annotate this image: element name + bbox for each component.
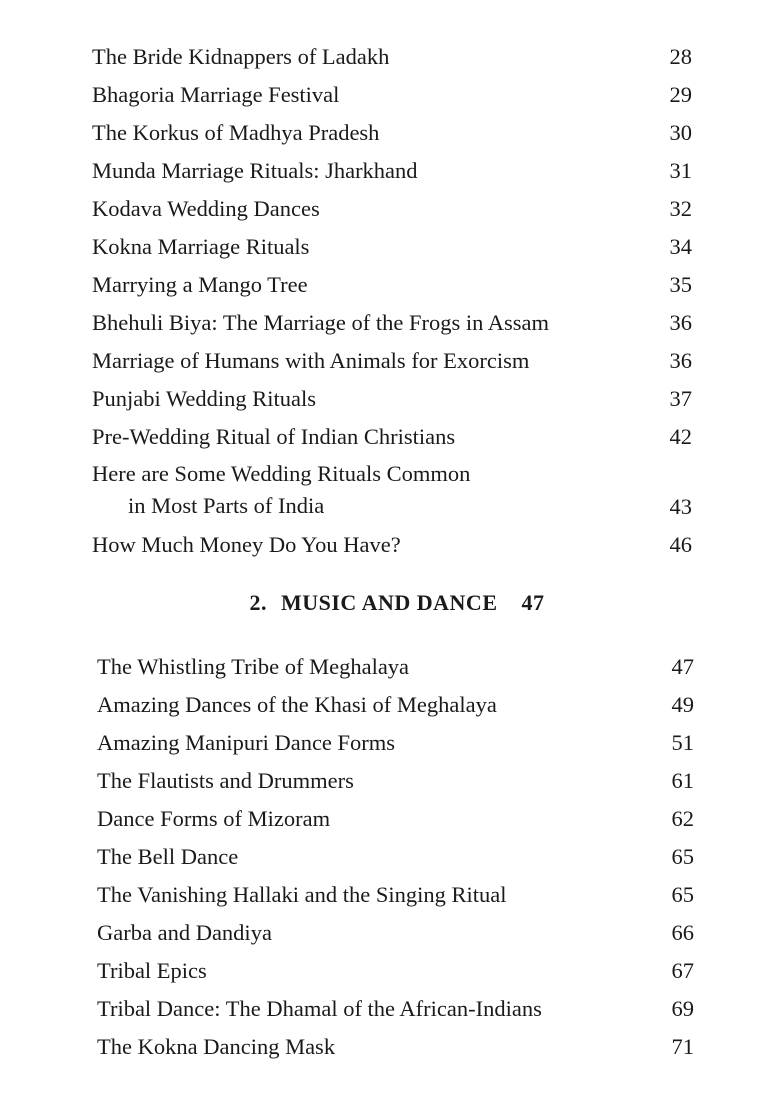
toc-entry-title: Munda Marriage Rituals: Jharkhand <box>92 158 418 183</box>
toc-entry-page: 47 <box>671 654 694 679</box>
section-title: MUSIC AND DANCE <box>280 590 498 615</box>
toc-entry-title: Marrying a Mango Tree <box>92 272 308 297</box>
toc-entry[interactable] <box>92 456 692 526</box>
toc-entry[interactable] <box>92 304 692 342</box>
toc-entry[interactable] <box>92 228 692 266</box>
toc-entry-title: Tribal Dance: The Dhamal of the African-Indians <box>97 996 542 1021</box>
toc-section-1 <box>92 38 692 564</box>
toc-entry-title: Amazing Manipuri Dance Forms <box>97 730 396 755</box>
toc-entry-page: 31 <box>669 158 692 183</box>
toc-entry-page: 34 <box>669 234 692 259</box>
toc-entry-title-line-1: Here are Some Wedding Rituals Common <box>92 461 471 486</box>
toc-entry-page: 29 <box>669 82 692 107</box>
toc-entry-title-line-2: in Most Parts of India <box>128 493 325 518</box>
toc-entry[interactable] <box>97 686 694 724</box>
toc-entry[interactable] <box>97 762 694 800</box>
toc-entry[interactable] <box>97 724 694 762</box>
toc-entry[interactable] <box>92 418 692 456</box>
section-heading <box>0 590 780 616</box>
toc-entry-page: 43 <box>669 494 692 519</box>
toc-entry-title: The Whistling Tribe of Meghalaya <box>97 654 410 679</box>
toc-entry-title: Kokna Marriage Rituals <box>92 234 310 259</box>
toc-entry-page: 32 <box>669 196 692 221</box>
toc-entry[interactable] <box>97 838 694 876</box>
toc-entry[interactable] <box>92 114 692 152</box>
section-number: 2. <box>249 590 267 615</box>
toc-entry[interactable] <box>92 526 692 564</box>
toc-entry-title: Bhehuli Biya: The Marriage of the Frogs in Assam <box>92 310 550 335</box>
toc-entry-title: Garba and Dandiya <box>97 920 272 945</box>
toc-entry[interactable] <box>97 990 694 1028</box>
toc-entry-page: 61 <box>671 768 694 793</box>
toc-entry-page: 65 <box>671 882 694 907</box>
toc-entry[interactable] <box>92 342 692 380</box>
toc-entry[interactable] <box>92 190 692 228</box>
toc-entry[interactable] <box>97 648 694 686</box>
toc-entry-title <box>92 458 470 522</box>
toc-entry-page: 69 <box>671 996 694 1021</box>
toc-entry-page: 66 <box>671 920 694 945</box>
toc-entry[interactable] <box>97 952 694 990</box>
toc-entry[interactable] <box>97 914 694 952</box>
toc-entry-title: The Vanishing Hallaki and the Singing Ritual <box>97 882 507 907</box>
toc-entry-page: 46 <box>669 532 692 557</box>
toc-entry-title: Punjabi Wedding Rituals <box>92 386 317 411</box>
toc-entry[interactable] <box>92 380 692 418</box>
toc-entry-page: 36 <box>669 310 692 335</box>
toc-entry-page: 67 <box>671 958 694 983</box>
toc-entry-title: Tribal Epics <box>97 958 207 983</box>
toc-entry-title: Kodava Wedding Dances <box>92 196 320 221</box>
toc-entry-page: 30 <box>669 120 692 145</box>
toc-entry-page: 65 <box>671 844 694 869</box>
section-page: 47 <box>521 590 545 615</box>
toc-entry-page: 36 <box>669 348 692 373</box>
toc-entry-title: The Flautists and Drummers <box>97 768 354 793</box>
toc-entry-title: Dance Forms of Mizoram <box>97 806 331 831</box>
toc-entry-page: 49 <box>671 692 694 717</box>
toc-entry-title: How Much Money Do You Have? <box>92 532 401 557</box>
toc-entry-title: Bhagoria Marriage Festival <box>92 82 340 107</box>
toc-entry[interactable] <box>97 1028 694 1066</box>
toc-entry-page: 37 <box>669 386 692 411</box>
toc-entry-title: Pre-Wedding Ritual of Indian Christians <box>92 424 456 449</box>
toc-entry[interactable] <box>97 800 694 838</box>
toc-entry-page: 51 <box>671 730 694 755</box>
toc-entry-page: 62 <box>671 806 694 831</box>
toc-entry-page: 71 <box>671 1034 694 1059</box>
toc-entry-title: The Kokna Dancing Mask <box>97 1034 336 1059</box>
toc-entry[interactable] <box>92 266 692 304</box>
toc-entry-title: The Bell Dance <box>97 844 239 869</box>
toc-entry[interactable] <box>92 152 692 190</box>
toc-entry-title: Amazing Dances of the Khasi of Meghalaya <box>97 692 497 717</box>
toc-entry-title: The Korkus of Madhya Pradesh <box>92 120 380 145</box>
toc-entry-page: 28 <box>669 44 692 69</box>
toc-entry-page: 42 <box>669 424 692 449</box>
toc-entry-title: Marriage of Humans with Animals for Exorcism <box>92 348 530 373</box>
toc-entry-page: 35 <box>669 272 692 297</box>
toc-entry[interactable] <box>97 876 694 914</box>
toc-entry[interactable] <box>92 38 692 76</box>
toc-entry[interactable] <box>92 76 692 114</box>
toc-entry-title: The Bride Kidnappers of Ladakh <box>92 44 390 69</box>
toc-section-2 <box>97 648 694 1066</box>
